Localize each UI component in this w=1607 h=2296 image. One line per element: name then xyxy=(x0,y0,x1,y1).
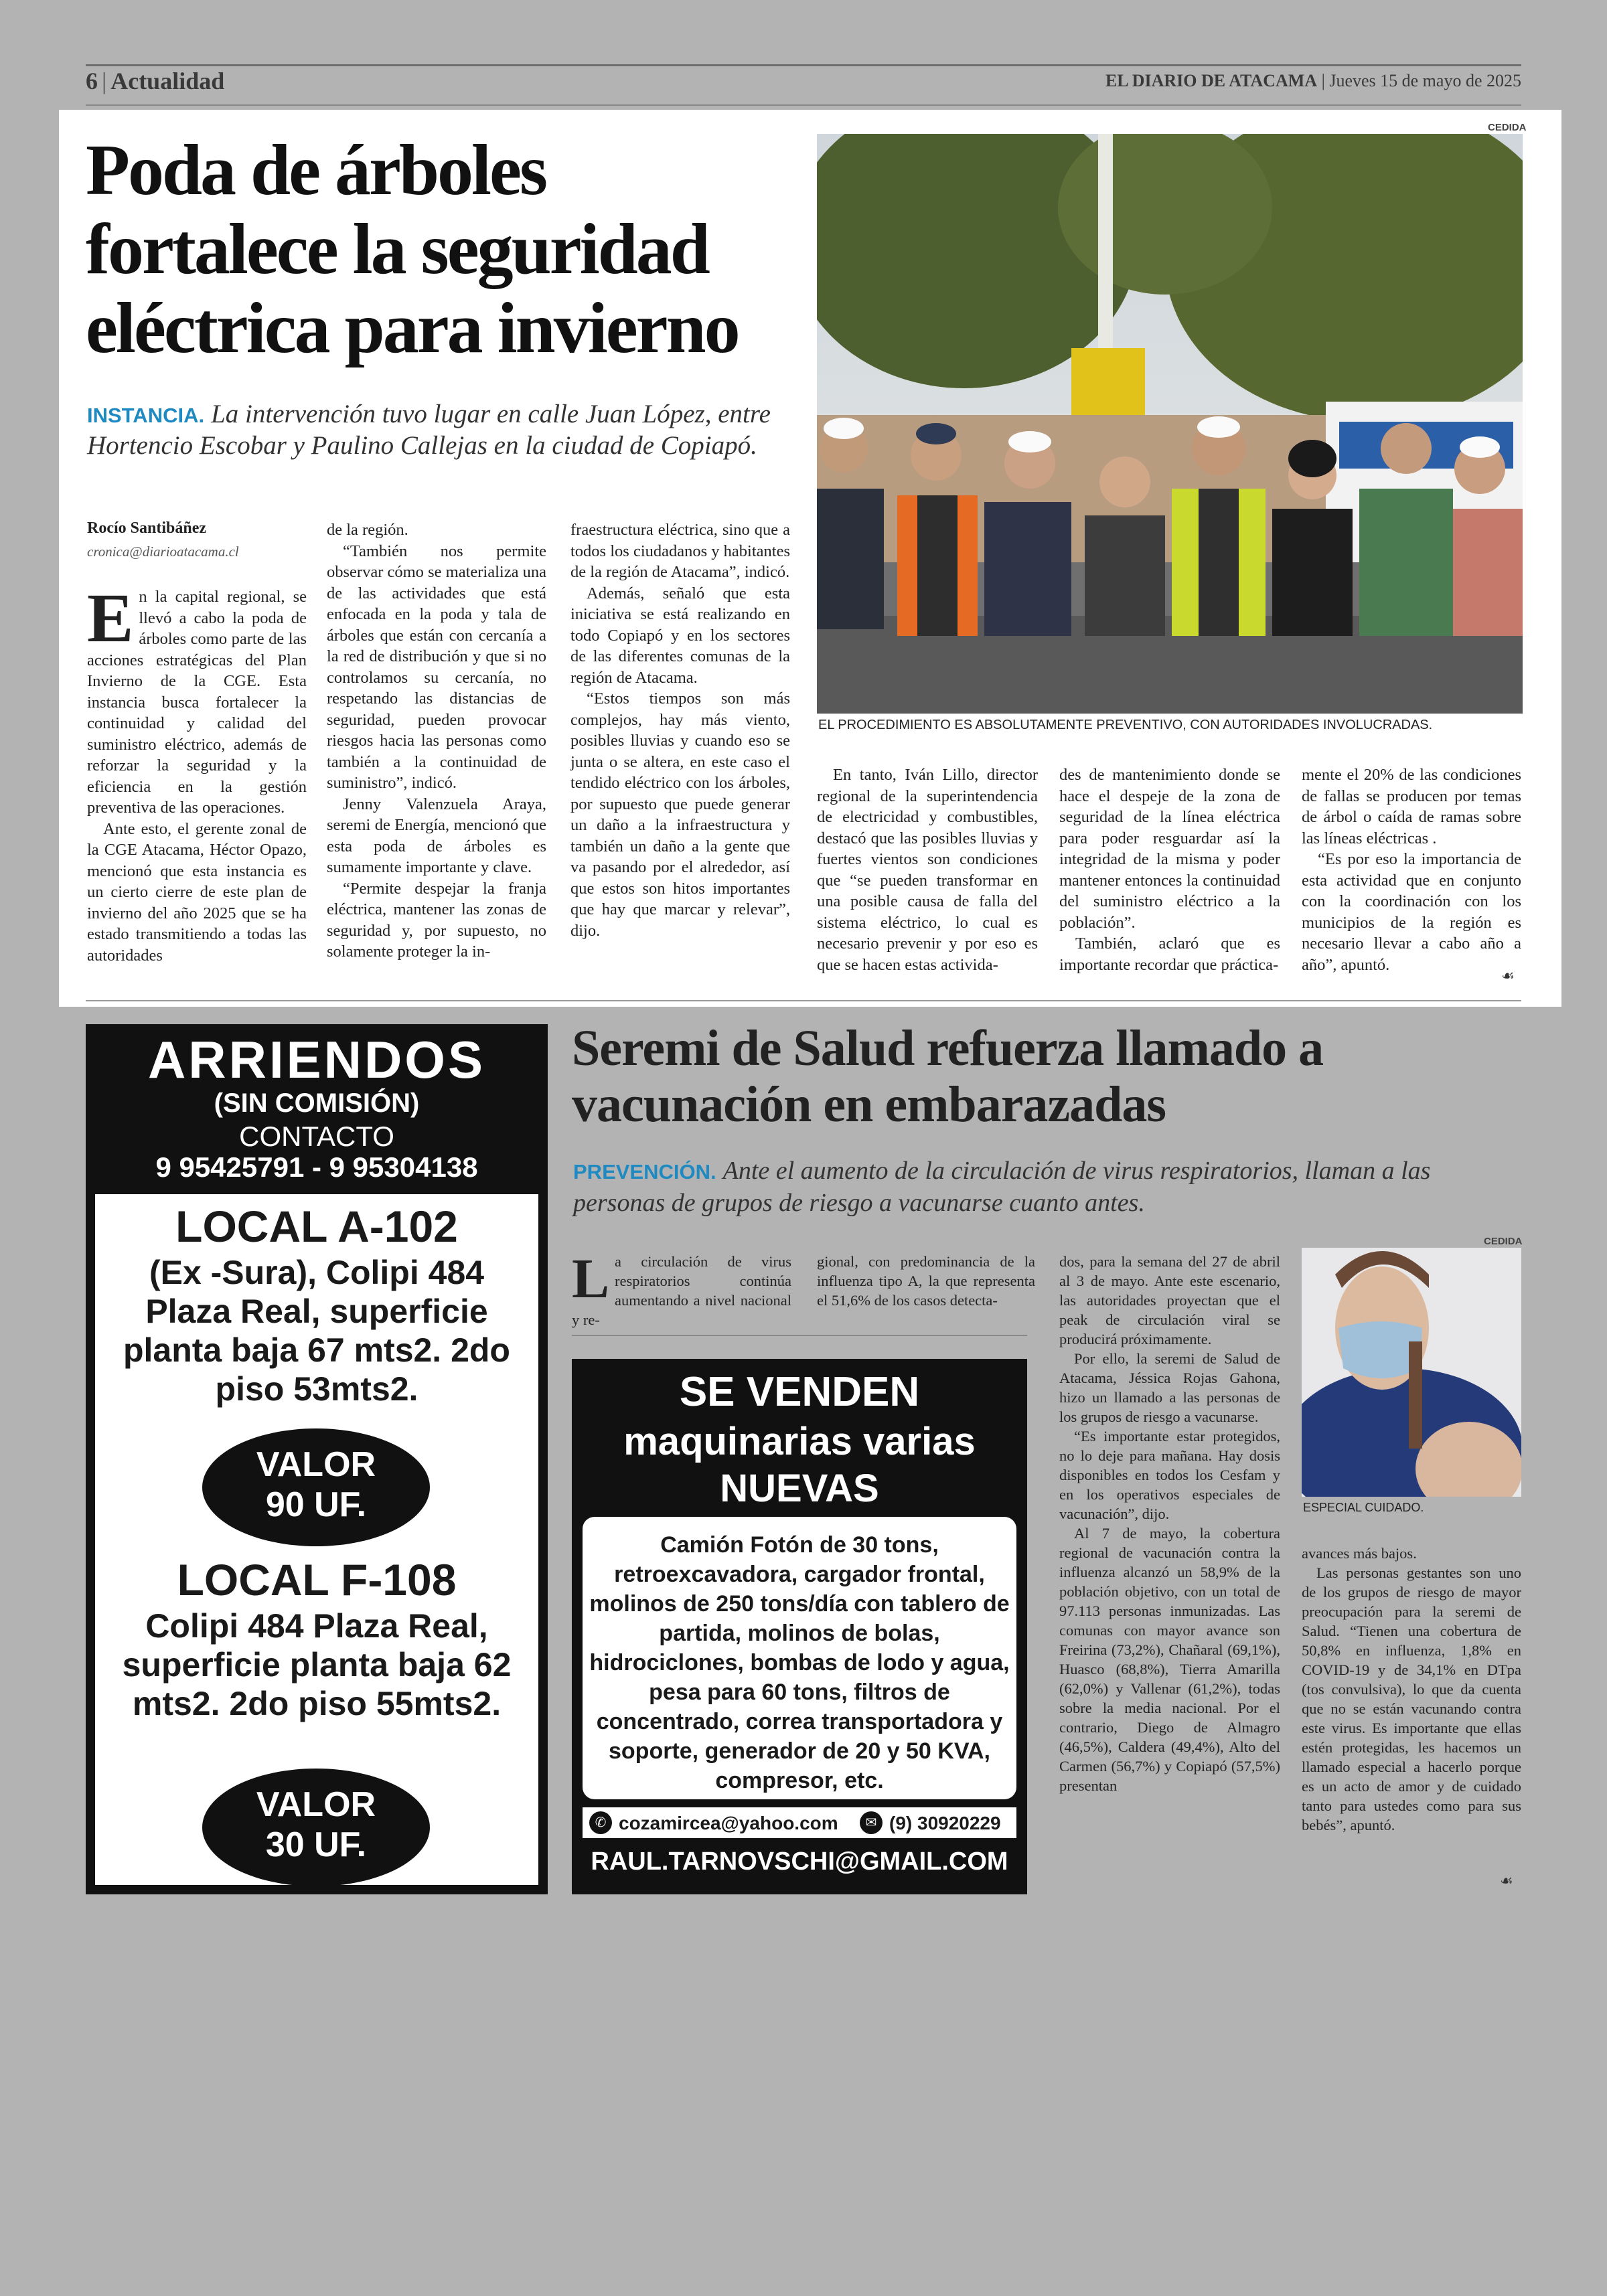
article2-column-4 xyxy=(1302,1544,1521,1835)
article1-paragraph: des de mantenimiento donde se hace el despeje de la zona de seguridad de la línea eléctrica para poder resguardar así la integridad de la misma y poder mantener entonces la continuidad del suministro eléctrico a la población”. xyxy=(1059,766,1280,932)
article1-lead xyxy=(87,399,797,461)
article2-paragraph: a circulación de virus respiratorios continúa aumentando a nivel nacional y re- xyxy=(572,1253,791,1328)
local1-value-label: VALOR xyxy=(256,1445,376,1484)
ad-sale-email-2[interactable]: RAUL.TARNOVSCHI@GMAIL.COM xyxy=(591,1848,1008,1876)
group-photo-illustration xyxy=(817,134,1523,714)
article1-photo xyxy=(817,134,1523,714)
article2-paragraph: Las personas gestantes son uno de los grupos de riesgo de mayor preocupación para la seremi de Salud. “Tienen una cobertura de 50,8% en influenza, 1,8% en COVID-19 y de 34,1% en DTpa (tos convulsiva), lo que da cuenta que no se están vacunando contra este virus. Es importante que ellas estén protegidas, les hacemos un llamado especial a hacerlo porque es un acto de amor y de cuidado tanto para ustedes como para sus bebés”, apuntó. xyxy=(1302,1564,1521,1833)
article1-paragraph: “Es por eso la importancia de esta actividad que en conjunto con la coordinación con los municipios de la región es necesario llevar a cabo año a año”, apuntó. xyxy=(1302,850,1521,974)
article1-paragraph: Ante esto, el gerente zonal de la CGE Atacama, Héctor Opazo, mencionó que esta instancia es un cierto cierre de este plan de invierno del año 2025 que se ha estado transmitiendo a todas las autoridades xyxy=(87,819,307,965)
article2-lead-text: Ante el aumento de la circulación de virus respiratorios, llaman a las personas de grupos de riesgo a vacunarse cuanto antes. xyxy=(573,1157,1431,1217)
article2-photo-credit: CEDIDA xyxy=(1484,1236,1523,1247)
article2-ad-divider xyxy=(572,1335,1027,1336)
article1-paragraph: En tanto, Iván Lillo, director regional de la superintendencia de electricidad y combustibles, destacó que las posibles lluvias y fuertes vientos son condiciones que “se pueden transformar en una posible causa de falla del sistema eléctrico, lo cual es necesario prevenir y por eso es que se hacen estas activida- xyxy=(817,766,1038,974)
local1-title: LOCAL A-102 xyxy=(175,1202,458,1251)
article1-paragraph: “Permite despejar la franja eléctrica, mantener las zonas de seguridad y, por supuesto, no solamente proteger la in- xyxy=(327,879,546,961)
article1-kicker: INSTANCIA. xyxy=(87,404,205,427)
local2-title: LOCAL F-108 xyxy=(177,1555,457,1605)
phone-icon: ✆ xyxy=(589,1811,612,1834)
header-bottom-rule xyxy=(86,104,1521,106)
article2-end-mark: ☙ xyxy=(1500,1873,1513,1890)
page-section-label: 6 | Actualidad xyxy=(86,68,225,94)
article1-lead-text: La intervención tuvo lugar en calle Juan López, entre Hortencio Escobar y Paulino Callejas en la ciudad de Copiapó. xyxy=(87,400,771,460)
local1-price-oval xyxy=(202,1428,430,1546)
local2-price-oval xyxy=(202,1769,430,1886)
article1-paragraph: fraestructura eléctrica, sino que a todos los ciudadanos y habitantes de la región de Atacama”, indicó. xyxy=(570,521,790,581)
local2-value-label: VALOR xyxy=(256,1785,376,1824)
article1-dropcap: E xyxy=(87,580,134,657)
local1-description: (Ex -Sura), Colipi 484 Plaza Real, superficie planta baja 67 mts2. 2do piso 53mts2. xyxy=(123,1254,510,1408)
ad-sale-contact-row xyxy=(583,1807,1016,1838)
header-top-rule xyxy=(86,64,1521,66)
article1-photo-caption: EL PROCEDIMIENTO ES ABSOLUTAMENTE PREVENTIVO, CON AUTORIDADES INVOLUCRADAS. xyxy=(818,718,1433,732)
ad-rent-body xyxy=(95,1194,538,1885)
article1-paragraph: Además, señaló que esta iniciativa se está realizando en todo Copiapó y en los sectores de las diferentes comunas de la región de Atacama. xyxy=(570,584,790,687)
local2-description: Colipi 484 Plaza Real, superficie planta baja 62 mts2. 2do piso 55mts2. xyxy=(122,1607,512,1722)
article1-paragraph: mente el 20% de las condiciones de fallas se producen por temas de árbol o caída de ramas sobre las líneas eléctricas . xyxy=(1302,766,1521,847)
section-name: Actualidad xyxy=(110,68,225,94)
issue-date: Jueves 15 de mayo de 2025 xyxy=(1329,71,1521,90)
article1-column-3 xyxy=(570,519,790,941)
article-divider xyxy=(86,1000,1521,1001)
page-number: 6 xyxy=(86,68,98,94)
ad-sale-title-1: SE VENDEN xyxy=(679,1369,920,1415)
article2-column-3 xyxy=(1059,1252,1280,1795)
article1-column-5 xyxy=(1059,764,1280,975)
article2-paragraph: Por ello, la seremi de Salud de Atacama, Jéssica Rojas Gahona, hizo un llamado a las personas de los grupos de riesgo a vacunarse. xyxy=(1059,1350,1280,1425)
article1-author: Rocío Santibáñez xyxy=(87,519,207,537)
masked-woman-illustration xyxy=(1302,1248,1521,1497)
local1-value: 90 UF. xyxy=(265,1485,367,1524)
article2-paragraph: “Es importante estar protegidos, no lo deje para mañana. Hay dosis disponibles en todos los Cesfam y en los operativos especiales de vacunación”, dijo. xyxy=(1059,1428,1280,1522)
local2-value: 30 UF. xyxy=(265,1825,367,1864)
article1-end-mark: ☙ xyxy=(1501,968,1515,985)
article1-author-email: cronica@diarioatacama.cl xyxy=(87,544,239,560)
article1-column-1 xyxy=(87,580,307,966)
article2-photo-caption: ESPECIAL CUIDADO. xyxy=(1303,1501,1424,1514)
article1-title: Poda de árboles fortalece la seguridad eléctrica para invierno xyxy=(86,131,739,368)
article1-column-2 xyxy=(327,519,546,963)
whatsapp-icon: ✉ xyxy=(860,1811,883,1834)
article2-lead xyxy=(573,1155,1523,1218)
article2-column-2 xyxy=(817,1252,1035,1310)
ad-rent xyxy=(86,1024,548,1894)
article2-kicker: PREVENCIÓN. xyxy=(573,1160,716,1183)
ad-sale-items: Camión Fotón de 30 tons, retroexcavadora, cargador frontal, molinos de 250 tons/día con tablero de partida, molinos de bolas, hidrociclones, bombas de lodo y agua, pesa para 60 tons, filtros de concentrado, correa transportadora y soporte, generador de 20 y 50 KVA, compresor, etc. xyxy=(583,1517,1016,1799)
article1-paragraph: de la región. xyxy=(327,521,408,539)
paper-name: EL DIARIO DE ATACAMA xyxy=(1105,71,1318,90)
article1-photo-credit: CEDIDA xyxy=(1488,122,1527,133)
ad-rent-phones: 9 95425791 - 9 95304138 xyxy=(155,1151,478,1183)
article1-paragraph: “Estos tiempos son más complejos, hay más viento, posibles lluvias y cuando eso se junta o se altera, en este caso el tendido eléctrico con los árboles, por supuesto que puede generar un daño a la infraestructura y también un daño a la gente que va pasando por el alrededor, así que estos son hitos importantes que hay que marcar y relevar”, dijo. xyxy=(570,689,790,940)
article2-paragraph: avances más bajos. xyxy=(1302,1545,1417,1562)
article2-paragraph: dos, para la semana del 27 de abril al 3 de mayo. Ante este escenario, las autoridades proyectan que el peak de circulación viral se producirá próximamente. xyxy=(1059,1253,1280,1347)
article1-paragraph: n la capital regional, se llevó a cabo la poda de árboles como parte de las acciones estratégicas del Plan Invierno de la CGE. Esta instancia busca fortalecer la continuidad y calidad del suministro eléctrico, además de reforzar la seguridad y la eficiencia en la gestión preventiva de las operaciones. xyxy=(87,588,307,817)
article1-paragraph: Jenny Valenzuela Araya, seremi de Energía, mencionó que esta poda de árboles es sumamente importante y clave. xyxy=(327,795,546,876)
ad-sale-title-2: maquinarias varias xyxy=(623,1420,976,1463)
article2-paragraph: Al 7 de mayo, la cobertura regional de vacunación contra la influenza alcanzó un 58,9% de la población objetivo, con un total de 97.113 personas inmunizadas. Las comunas con mayor avance son Freirina (73,2%), Chañaral (69,1%), Huasco (68,8%), Tierra Amarilla (62,0%) y Vallenar (61,2%), todas sobre la media nacional. Por el contrario, Diego de Almagro (46,5%), Caldera (49,4%), Alto del Carmen (56,7%) y Copiapó (57,5%) presentan xyxy=(1059,1525,1280,1794)
ad-sale-email-1[interactable]: cozamircea@yahoo.com xyxy=(619,1813,838,1833)
article2-column-1 xyxy=(572,1248,791,1329)
article2-photo xyxy=(1302,1248,1521,1497)
ad-sale-phone: (9) 30920229 xyxy=(889,1813,1001,1833)
article1-paragraph: También, aclaró que es importante recordar que práctica- xyxy=(1059,934,1280,974)
ad-rent-subtitle: (SIN COMISIÓN) xyxy=(214,1088,420,1118)
paper-date-label: EL DIARIO DE ATACAMA | Jueves 15 de mayo de 2025 xyxy=(1105,71,1521,90)
article2-title: Seremi de Salud refuerza llamado a vacunación en embarazadas xyxy=(572,1020,1324,1133)
ad-rent-contact-label: CONTACTO xyxy=(239,1121,394,1152)
ad-sale xyxy=(572,1359,1027,1894)
article2-paragraph: gional, con predominancia de la influenza tipo A, la que representa el 51,6% de los casos detecta- xyxy=(817,1253,1035,1309)
article1-paragraph: “También nos permite observar cómo se materializa una de las actividades que está enfocada en la poda y tala de árboles que están con cercanía a la red de distribución y que si no controlamos su cercanía, no respetando las distancias de seguridad, pueden provocar riesgos hacia las personas como también a la continuidad de suministro”, indicó. xyxy=(327,542,546,792)
ad-sale-title-3: NUEVAS xyxy=(720,1467,879,1510)
ad-rent-title: ARRIENDOS xyxy=(147,1030,486,1089)
article1-column-6 xyxy=(1302,764,1521,975)
article2-dropcap: L xyxy=(572,1248,610,1310)
article1-column-4 xyxy=(817,764,1038,975)
